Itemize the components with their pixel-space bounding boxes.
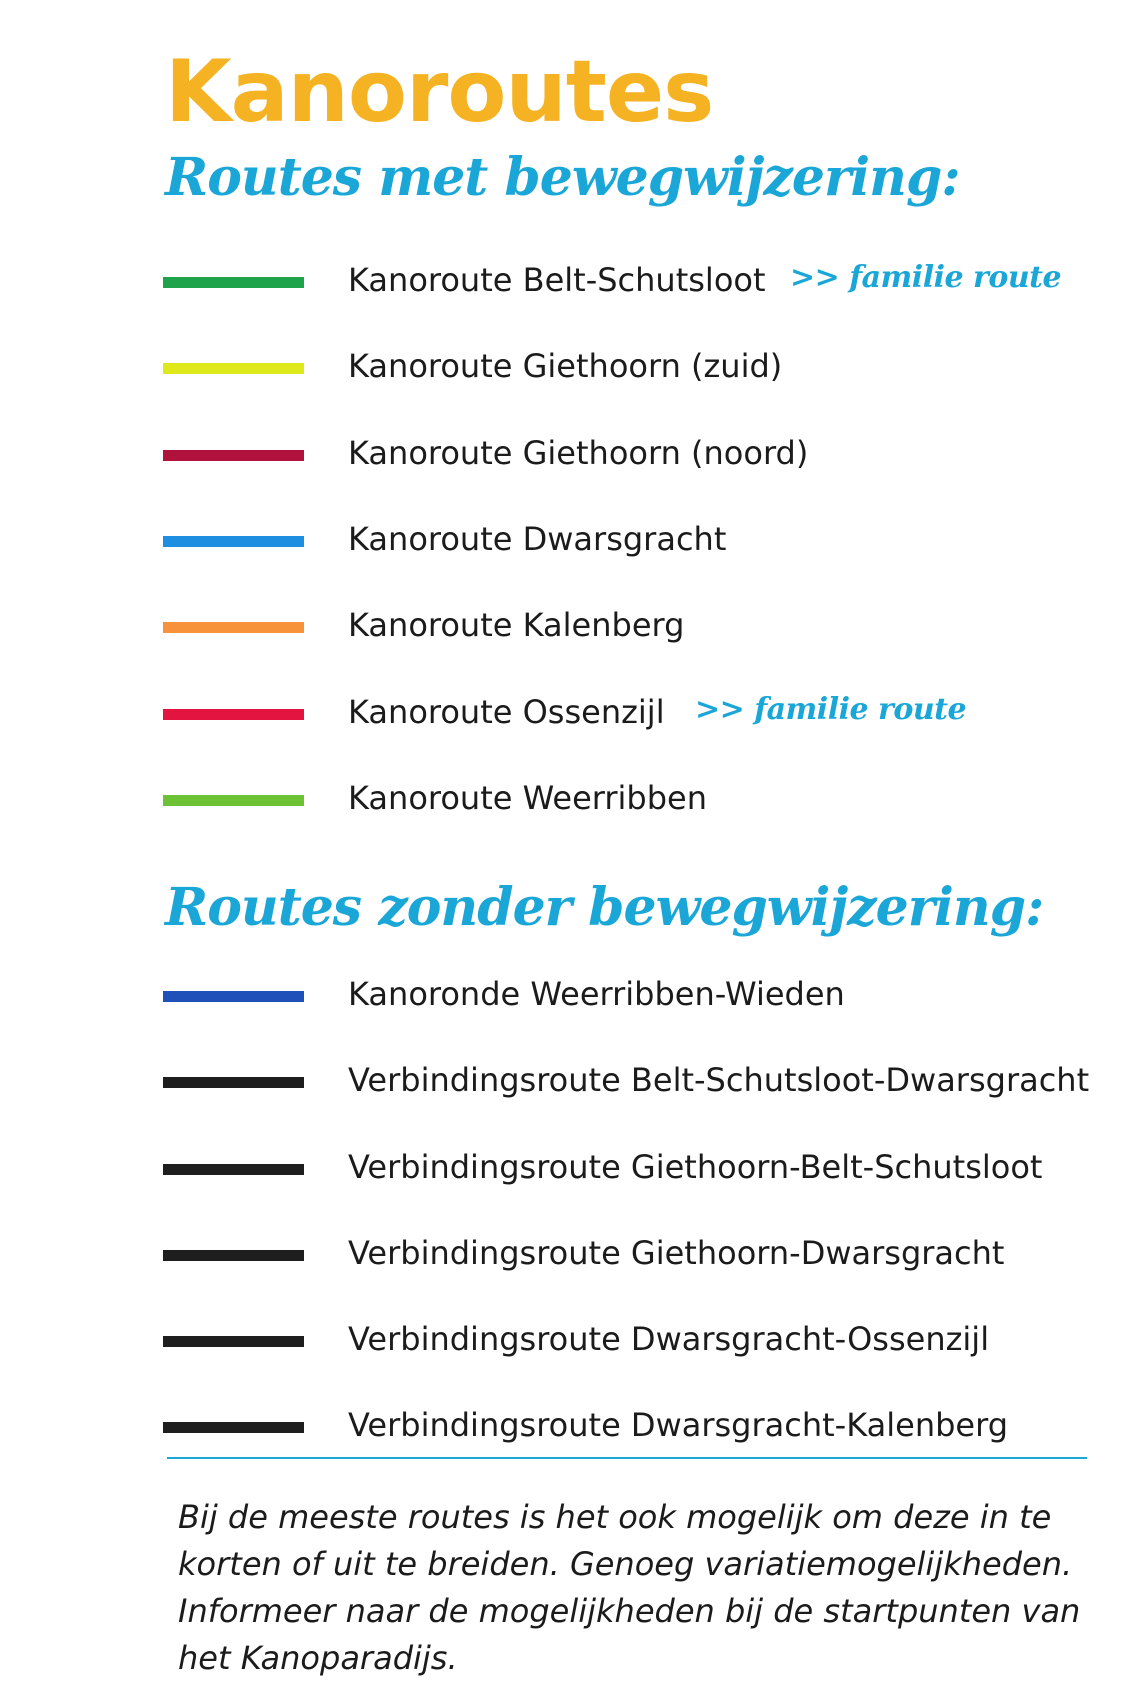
route-label: Verbindingsroute Belt-Schutsloot-Dwarsgracht [348,1061,1090,1099]
signed-routes-heading: Routes met bewegwijzering: [165,147,960,208]
page-title: Kanoroutes [165,42,714,142]
legend-item-giethoorn-noord [163,425,1123,485]
route-color-swatch [163,795,304,806]
legend-item-dwarsgracht-kalenberg [163,1397,1123,1457]
route-color-swatch [163,1077,304,1088]
legend-item-kalenberg [163,597,1123,657]
route-label: Verbindingsroute Giethoorn-Dwarsgracht [348,1234,1005,1272]
route-color-swatch [163,991,304,1002]
legend-item-giethoorn-zuid [163,338,1123,398]
route-color-swatch [163,277,304,288]
route-label: Verbindingsroute Dwarsgracht-Kalenberg [348,1406,1009,1444]
route-color-swatch [163,709,304,720]
legend-item-dwarsgracht [163,511,1123,571]
legend-item-belt-schutsloot [163,252,1123,312]
section-divider [167,1457,1087,1459]
legend-item-belt-schutsloot-dwarsgracht [163,1052,1123,1112]
route-label: Kanoroute Kalenberg [348,606,685,644]
route-color-swatch [163,1422,304,1433]
legend-item-dwarsgracht-ossenzijl [163,1311,1123,1371]
route-color-swatch [163,622,304,633]
legend-item-giethoorn-dwarsgracht [163,1225,1123,1285]
route-color-swatch [163,450,304,461]
family-route-tag: >> familie route [695,692,967,727]
footnote-text: Bij de meeste routes is het ook mogelijk om deze in te korten of uit te breiden. Genoeg variatiemogelijkheden. Informeer naar de mogelijkheden bij de startpunten van het Kanoparadijs. [178,1498,1081,1677]
route-label: Kanoroute Dwarsgracht [348,520,727,558]
legend-item-giethoorn-belt-schutsloot [163,1139,1123,1199]
route-label: Kanoroute Belt-Schutsloot [348,261,766,299]
route-label: Verbindingsroute Dwarsgracht-Ossenzijl [348,1320,990,1358]
legend-item-ossenzijl [163,684,1123,744]
route-color-swatch [163,1164,304,1175]
route-label: Kanoronde Weerribben-Wieden [348,975,845,1013]
unsigned-routes-heading: Routes zonder bewegwijzering: [165,877,1044,938]
route-color-swatch [163,536,304,547]
legend-item-weerribben [163,770,1123,830]
route-color-swatch [163,1250,304,1261]
route-label: Kanoroute Weerribben [348,779,707,817]
route-label: Kanoroute Giethoorn (noord) [348,434,809,472]
family-route-tag: >> familie route [790,260,1062,295]
route-label: Kanoroute Ossenzijl [348,693,665,731]
route-color-swatch [163,1336,304,1347]
route-color-swatch [163,363,304,374]
route-label: Kanoroute Giethoorn (zuid) [348,347,783,385]
route-label: Verbindingsroute Giethoorn-Belt-Schutsloot [348,1148,1043,1186]
legend-item-kanoronde-weerribben-wieden [163,966,1123,1026]
